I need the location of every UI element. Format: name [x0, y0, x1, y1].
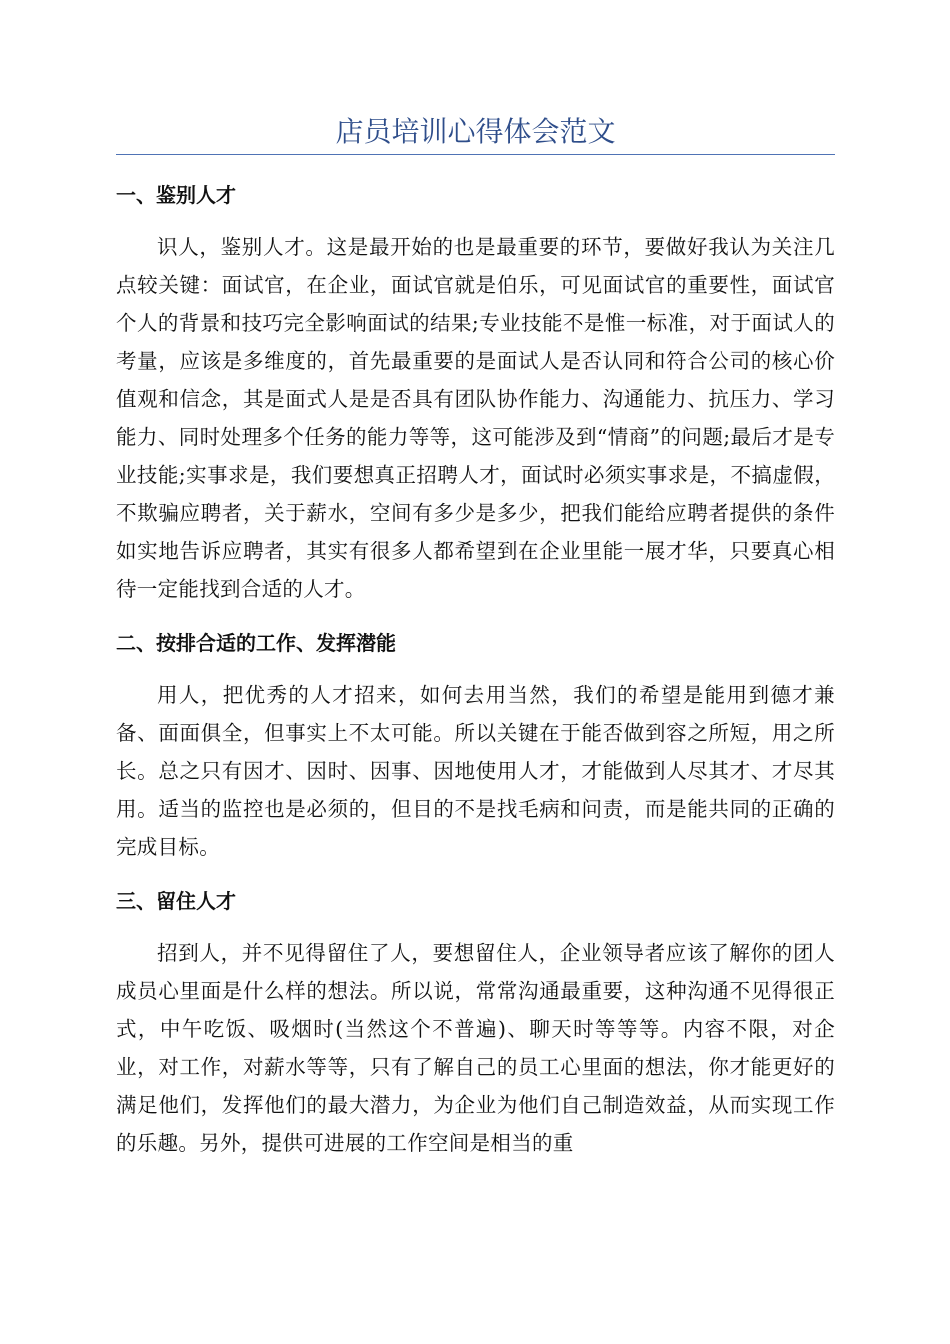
section-heading: 三、留住人才 — [116, 889, 236, 913]
section-retain-talent — [116, 878, 835, 1162]
section-arrange-work — [116, 620, 835, 866]
section-paragraph: 识人，鉴别人才。这是最开始的也是最重要的环节，要做好我认为关注几点较关键：面试官，在企业，面试官就是伯乐，可见面试官的重要性，面试官个人的背景和技巧完全影响面试的结果;专业技能不是惟一标准，对于面试人的考量，应该是多维度的，首先最重要的是面试人是否认同和符合公司的核心价值观和信念，其是面式人是是否具有团队协作能力、沟通能力、抗压力、学习能力、同时处理多个任务的能力等等，这可能涉及到“情商”的问题;最后才是专业技能;实事求是，我们要想真正招聘人才，面试时必须实事求是，不搞虚假，不欺骗应聘者，关于薪水，空间有多少是多少，把我们能给应聘者提供的条件如实地告诉应聘者，其实有很多人都希望到在企业里能一展才华，只要真心相待一定能找到合适的人才。 — [116, 235, 835, 601]
document-body — [116, 172, 835, 1174]
section-paragraph: 招到人，并不见得留住了人，要想留住人，企业领导者应该了解你的团人成员心里面是什么样的想法。所以说，常常沟通最重要，这种沟通不见得很正式，中午吃饭、吸烟时(当然这个不普遍)、聊天时等等等。内容不限，对企业，对工作，对薪水等等，只有了解自己的员工心里面的想法，你才能更好的满足他们，发挥他们的最大潜力，为企业为他们自己制造效益，从而实现工作的乐趣。另外，提供可进展的工作空间是相当的重 — [116, 941, 835, 1155]
page-title: 店员培训心得体会范文 — [335, 115, 616, 148]
title-divider — [116, 154, 835, 155]
section-identify-talent — [116, 172, 835, 608]
section-heading: 一、鉴别人才 — [116, 183, 236, 207]
section-heading: 二、按排合适的工作、发挥潜能 — [116, 631, 396, 655]
section-paragraph: 用人，把优秀的人才招来，如何去用当然，我们的希望是能用到德才兼备、面面俱全，但事实上不太可能。所以关键在于能否做到容之所短，用之所长。总之只有因才、因时、因事、因地使用人才，才能做到人尽其才、才尽其用。适当的监控也是必须的，但目的不是找毛病和问责，而是能共同的正确的完成目标。 — [116, 683, 835, 859]
